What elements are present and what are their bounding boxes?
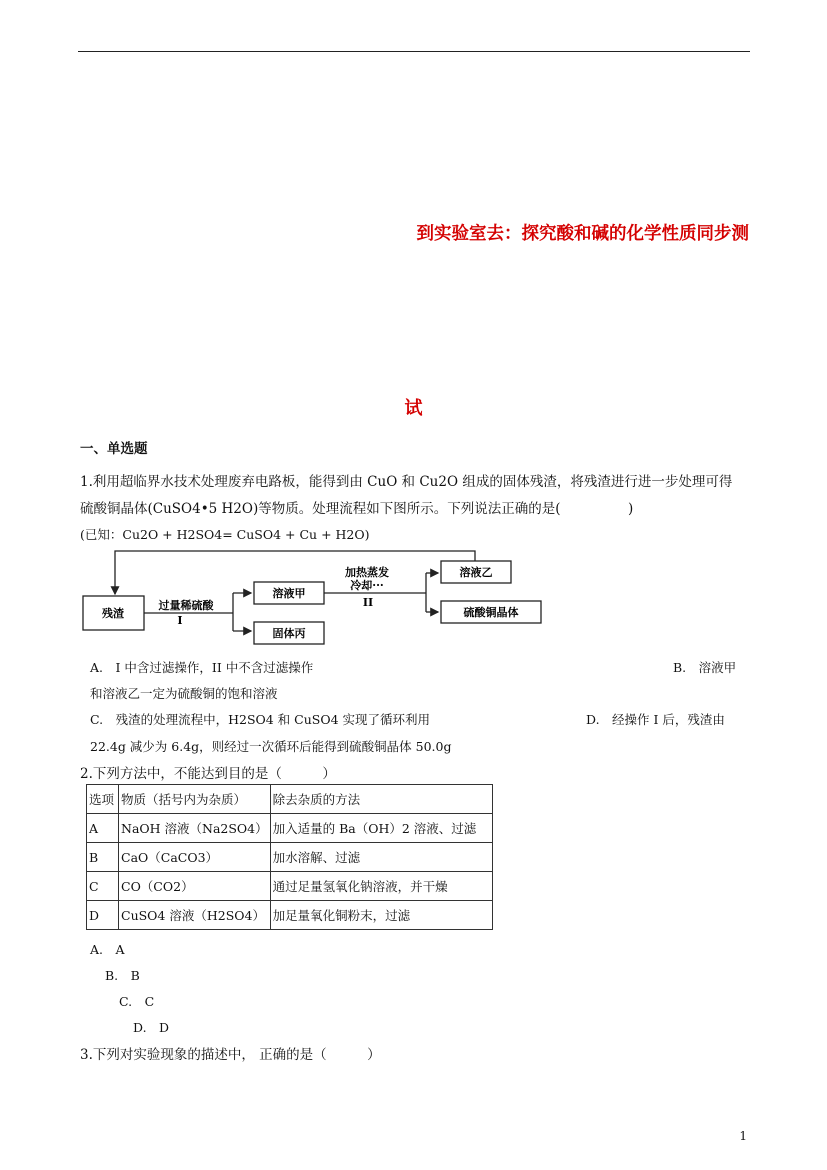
table-header-cell: 除去杂质的方法 — [270, 785, 492, 814]
table-header-cell: 选项 — [87, 785, 119, 814]
q1-option-d-continued: 22.4g 减少为 6.4g，则经过一次循环后能得到硫酸铜晶体 50.0g — [90, 739, 452, 754]
table-header-cell: 物质（括号内为杂质） — [119, 785, 271, 814]
step2-label-b: 冷却··· — [350, 579, 384, 592]
table-row — [87, 901, 493, 930]
q1-option-a: A. I 中含过滤操作，II 中不含过滤操作 — [90, 660, 314, 675]
table-cell: CaO（CaCO3） — [119, 843, 271, 872]
solution-a-label: 溶液甲 — [272, 587, 306, 600]
q1-option-c: C. 残渣的处理流程中，H2SO4 和 CuSO4 实现了循环利用 — [90, 712, 431, 727]
q2-option-a: A. A — [90, 942, 125, 957]
document-title-continued: 试 — [404, 398, 423, 419]
table-cell: CO（CO2） — [119, 872, 271, 901]
step2-label-a: 加热蒸发 — [345, 566, 389, 579]
q2-stem: 2.下列方法中，不能达到目的是（ ） — [80, 766, 336, 782]
table-cell: A — [87, 814, 119, 843]
q2-table — [86, 784, 493, 930]
table-row — [87, 872, 493, 901]
step1-label: 过量稀硫酸 — [158, 599, 214, 612]
table-cell: C — [87, 872, 119, 901]
q2-option-d: D. D — [133, 1020, 170, 1035]
residue-label: 残渣 — [102, 607, 124, 620]
header-rule — [78, 51, 750, 52]
table-cell: 加入适量的 Ba（OH）2 溶液、过滤 — [270, 814, 492, 843]
q3-stem: 3.下列对实验现象的描述中， 正确的是（ ） — [80, 1047, 381, 1063]
step2-number: II — [362, 596, 374, 609]
crystal-label: 硫酸铜晶体 — [463, 606, 519, 619]
document-title: 到实验室去：探究酸和碱的化学性质同步测 — [416, 224, 749, 244]
table-header-row — [87, 785, 493, 814]
q1-stem-line1: 1.利用超临界水技术处理废弃电路板，能得到由 CuO 和 Cu2O 组成的固体残渣，将残渣进行进一步处理可得 — [80, 474, 733, 490]
process-flow-diagram — [78, 549, 548, 649]
table-cell: D — [87, 901, 119, 930]
section-heading: 一、单选题 — [80, 441, 148, 457]
table-cell: NaOH 溶液（Na2SO4） — [119, 814, 271, 843]
solution-b-label: 溶液乙 — [459, 566, 493, 579]
q1-option-b: B. 溶液甲 — [673, 660, 737, 675]
table-cell: 加足量氧化铜粉末，过滤 — [270, 901, 492, 930]
table-cell: B — [87, 843, 119, 872]
solid-c-label: 固体丙 — [272, 627, 306, 640]
page-number: 1 — [739, 1129, 747, 1143]
q2-option-c: C. C — [119, 994, 155, 1009]
q1-known-equation: (已知：Cu2O + H2SO4= CuSO4 + Cu + H2O) — [80, 527, 370, 542]
table-row — [87, 814, 493, 843]
q1-option-b-continued: 和溶液乙一定为硫酸铜的饱和溶液 — [90, 686, 278, 701]
q1-option-d: D. 经操作 I 后，残渣由 — [586, 712, 725, 727]
table-cell: 加水溶解、过滤 — [270, 843, 492, 872]
step1-number: I — [177, 614, 183, 627]
q2-option-b: B. B — [105, 968, 140, 983]
q1-stem-line2: 硫酸铜晶体(CuSO4•5 H2O)等物质。处理流程如下图所示。下列说法正确的是( ) — [80, 501, 634, 517]
table-cell: 通过足量氢氧化钠溶液，并干燥 — [270, 872, 492, 901]
table-row — [87, 843, 493, 872]
table-cell: CuSO4 溶液（H2SO4） — [119, 901, 271, 930]
